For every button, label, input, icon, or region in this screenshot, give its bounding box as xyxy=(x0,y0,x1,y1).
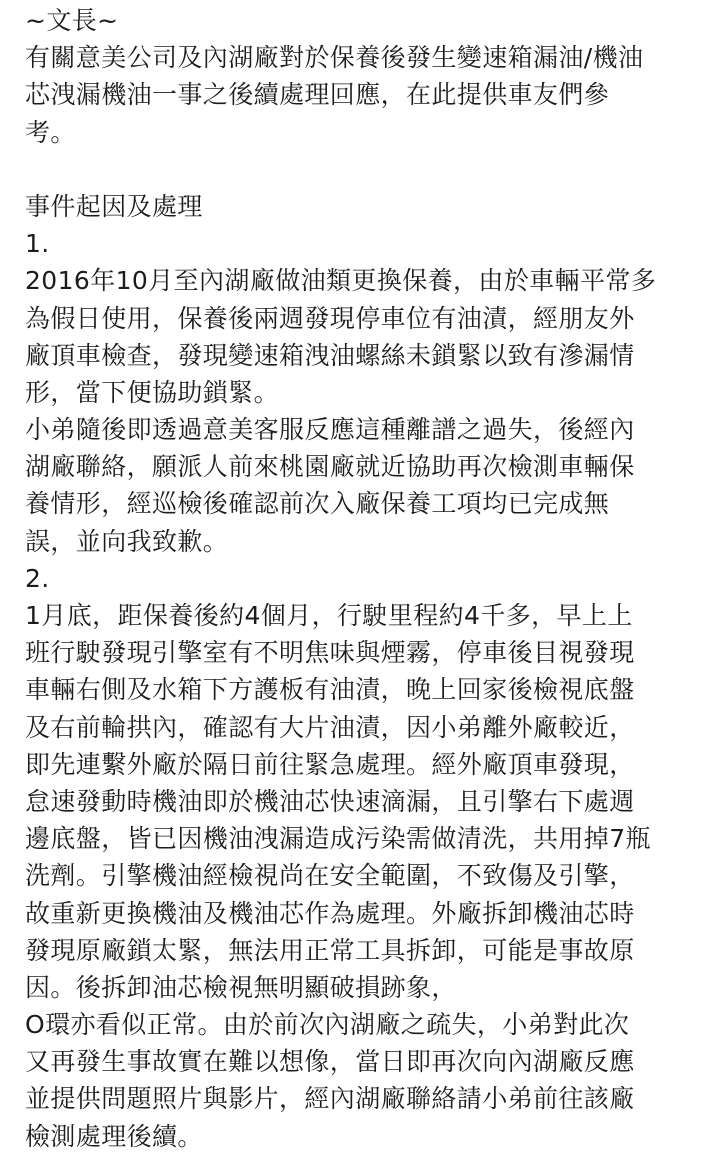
item-2-line: 怠速發動時機油即於機油芯快速滴漏，且引擎右下處週 xyxy=(25,786,635,816)
paragraph-spacer xyxy=(25,151,702,188)
item-2-line: 邊底盤，皆已因機油洩漏造成污染需做清洗，共用掉7瓶 xyxy=(25,824,651,854)
item-2-line: 即先連繫外廠於隔日前往緊急處理。經外廠頂車發現， xyxy=(25,749,635,779)
item-1-line: 為假日使用，保養後兩週發現停車位有油漬，經朋友外 xyxy=(25,303,635,333)
item-2-line: 車輛右側及水箱下方護板有油漬，晚上回家後檢視底盤 xyxy=(25,675,635,705)
intro-line: 考。 xyxy=(25,117,76,147)
intro-line: 芯洩漏機油一事之後續處理回應，在此提供車友們參 xyxy=(25,80,610,110)
item-2-line: 檢測處理後續。 xyxy=(25,1121,203,1151)
item-1-line: 養情形，經巡檢後確認前次入廠保養工項均已完成無 xyxy=(25,489,610,519)
item-2-number: 2. xyxy=(25,563,50,593)
item-1-line: 2016年10月至內湖廠做油類更換保養，由於車輛平常多 xyxy=(25,266,657,296)
item-2-line: 故重新更換機油及機油芯作為處理。外廠拆卸機油芯時 xyxy=(25,898,635,928)
item-2-line: 又再發生事故實在難以想像，當日即再次向內湖廠反應 xyxy=(25,1047,635,1077)
item-2-line: O環亦看似正常。由於前次內湖廠之疏失，小弟對此次 xyxy=(25,1010,630,1040)
item-2-line: 1月底，距保養後約4個月，行駛里程約4千多，早上上 xyxy=(25,601,633,630)
item-1-line: 廠頂車檢查，發現變速箱洩油螺絲未鎖緊以致有滲漏情 xyxy=(25,340,635,370)
item-1-line: 湖廠聯絡，願派人前來桃園廠就近協助再次檢測車輛保 xyxy=(25,452,635,482)
item-1-line: 形，當下便協助鎖緊。 xyxy=(25,377,280,407)
author-line: ~文長~ xyxy=(25,6,119,35)
item-2-line: 班行駛發現引擎室有不明焦味與煙霧，停車後目視發現 xyxy=(25,638,635,668)
section-heading: 事件起因及處理 xyxy=(25,191,203,221)
item-2-line: 及右前輪拱內，確認有大片油漬，因小弟離外廠較近， xyxy=(25,712,635,742)
item-1-line: 小弟隨後即透過意美客服反應這種離譜之過失，後經內 xyxy=(25,415,635,445)
item-1-number: 1. xyxy=(25,229,50,259)
item-2-line: 並提供問題照片與影片，經內湖廠聯絡請小弟前往該廠 xyxy=(25,1084,635,1114)
item-1-line: 誤，並向我致歉。 xyxy=(25,526,229,556)
intro-line: 有關意美公司及內湖廠對於保養後發生變速箱漏油/機油 xyxy=(25,43,644,73)
item-2-line: 發現原廠鎖太緊，無法用正常工具拆卸，可能是事故原 xyxy=(25,935,635,965)
item-2-line: 洗劑。引擎機油經檢視尚在安全範圍，不致傷及引擎， xyxy=(25,861,635,891)
item-2-line: 因。後拆卸油芯檢視無明顯破損跡象， xyxy=(25,972,457,1002)
